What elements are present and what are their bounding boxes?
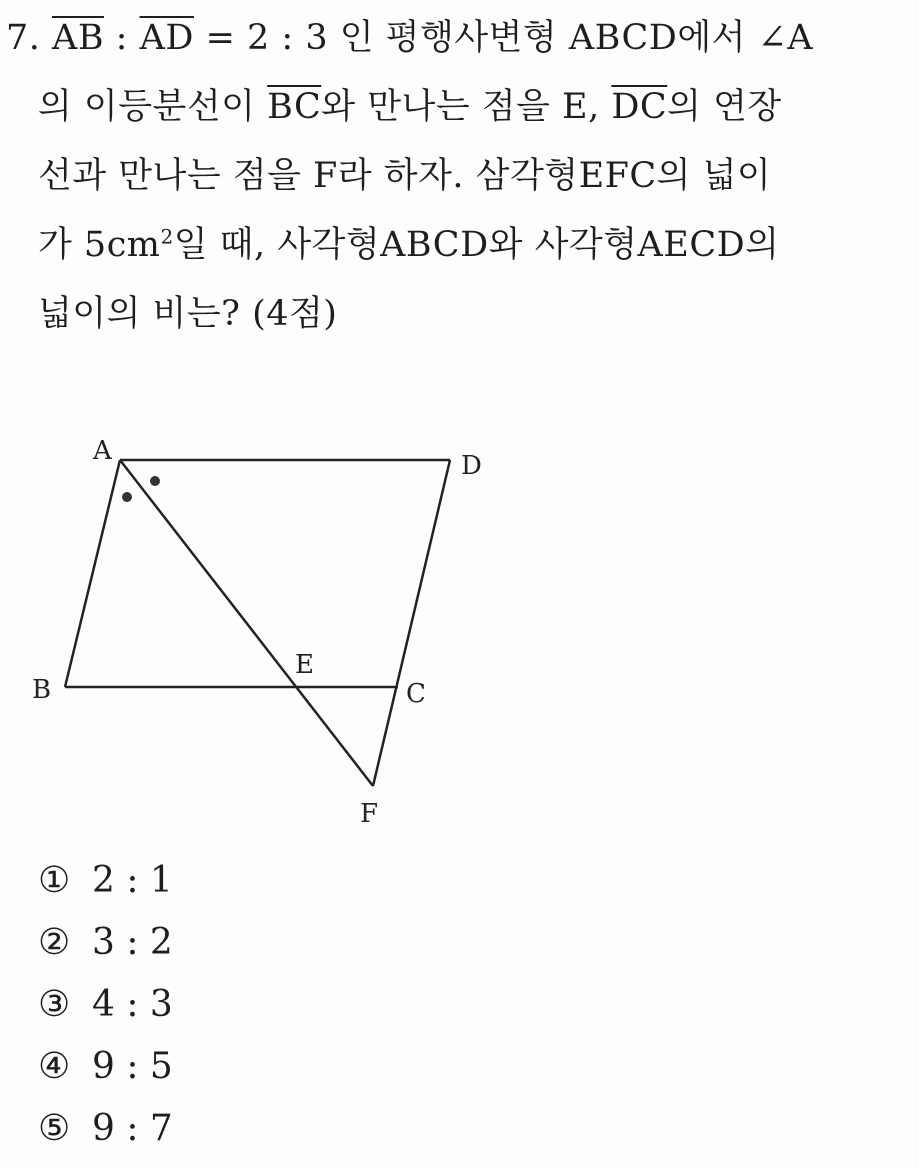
- choice-number: ⑤: [38, 1108, 71, 1149]
- question-text: 넓이의 비는? (4점): [38, 294, 338, 334]
- ratio-text: = 2 : 3 인 평행사변형 ABCD에서 ∠A: [193, 18, 814, 58]
- parallelogram-figure: [0, 400, 520, 840]
- choice-text: 2 : 1: [92, 860, 173, 901]
- choice-4[interactable]: [38, 1036, 173, 1098]
- segment-dc: $\overline{DC}$: [611, 87, 668, 127]
- choice-text: 9 : 7: [92, 1108, 173, 1149]
- choice-1[interactable]: [38, 850, 173, 912]
- segment-bc: $\overline{BC}$: [267, 87, 322, 127]
- angle-mark-dot: [122, 492, 132, 502]
- label-e: E: [295, 650, 314, 680]
- choice-number: ①: [38, 860, 71, 901]
- question-text: 와 만나는 점을 E,: [321, 87, 612, 127]
- label-a: A: [93, 436, 112, 466]
- colon: :: [104, 18, 140, 58]
- segment-ab: $\overline{AB}$: [52, 18, 105, 58]
- choice-text: 9 : 5: [92, 1046, 173, 1087]
- choice-number: ③: [38, 984, 71, 1025]
- question-number: 7.: [6, 18, 41, 58]
- question: [6, 4, 906, 349]
- choice-text: 3 : 2: [92, 922, 173, 963]
- choice-5[interactable]: [38, 1098, 173, 1160]
- question-text: 의 이등분선이: [38, 87, 268, 127]
- question-text: 의 연장: [667, 87, 782, 127]
- question-line-2: [6, 73, 906, 142]
- segment-ad: $\overline{AD}$: [139, 18, 194, 58]
- question-text: 일 때, 사각형ABCD와 사각형AECD의: [173, 225, 780, 265]
- choice-text: 4 : 3: [92, 984, 173, 1025]
- label-b: B: [32, 675, 52, 705]
- label-f: F: [360, 799, 379, 829]
- label-d: D: [461, 451, 482, 481]
- superscript: 2: [160, 224, 174, 249]
- choice-2[interactable]: [38, 912, 173, 974]
- question-text: 가 5cm: [38, 225, 161, 265]
- question-line-4: [6, 211, 906, 280]
- angle-mark-dot: [150, 476, 160, 486]
- side-ab: [65, 460, 120, 687]
- question-line-1: [6, 4, 906, 73]
- answer-choices: [38, 850, 173, 1160]
- choice-number: ④: [38, 1046, 71, 1087]
- question-text: 선과 만나는 점을 F라 하자. 삼각형EFC의 넓이: [38, 156, 772, 196]
- choice-number: ②: [38, 922, 71, 963]
- bisector-af: [120, 460, 373, 786]
- side-dc-extended: [373, 460, 450, 786]
- question-line-3: [6, 142, 906, 211]
- question-line-5: [6, 280, 906, 349]
- label-c: C: [406, 679, 426, 709]
- choice-3[interactable]: [38, 974, 173, 1036]
